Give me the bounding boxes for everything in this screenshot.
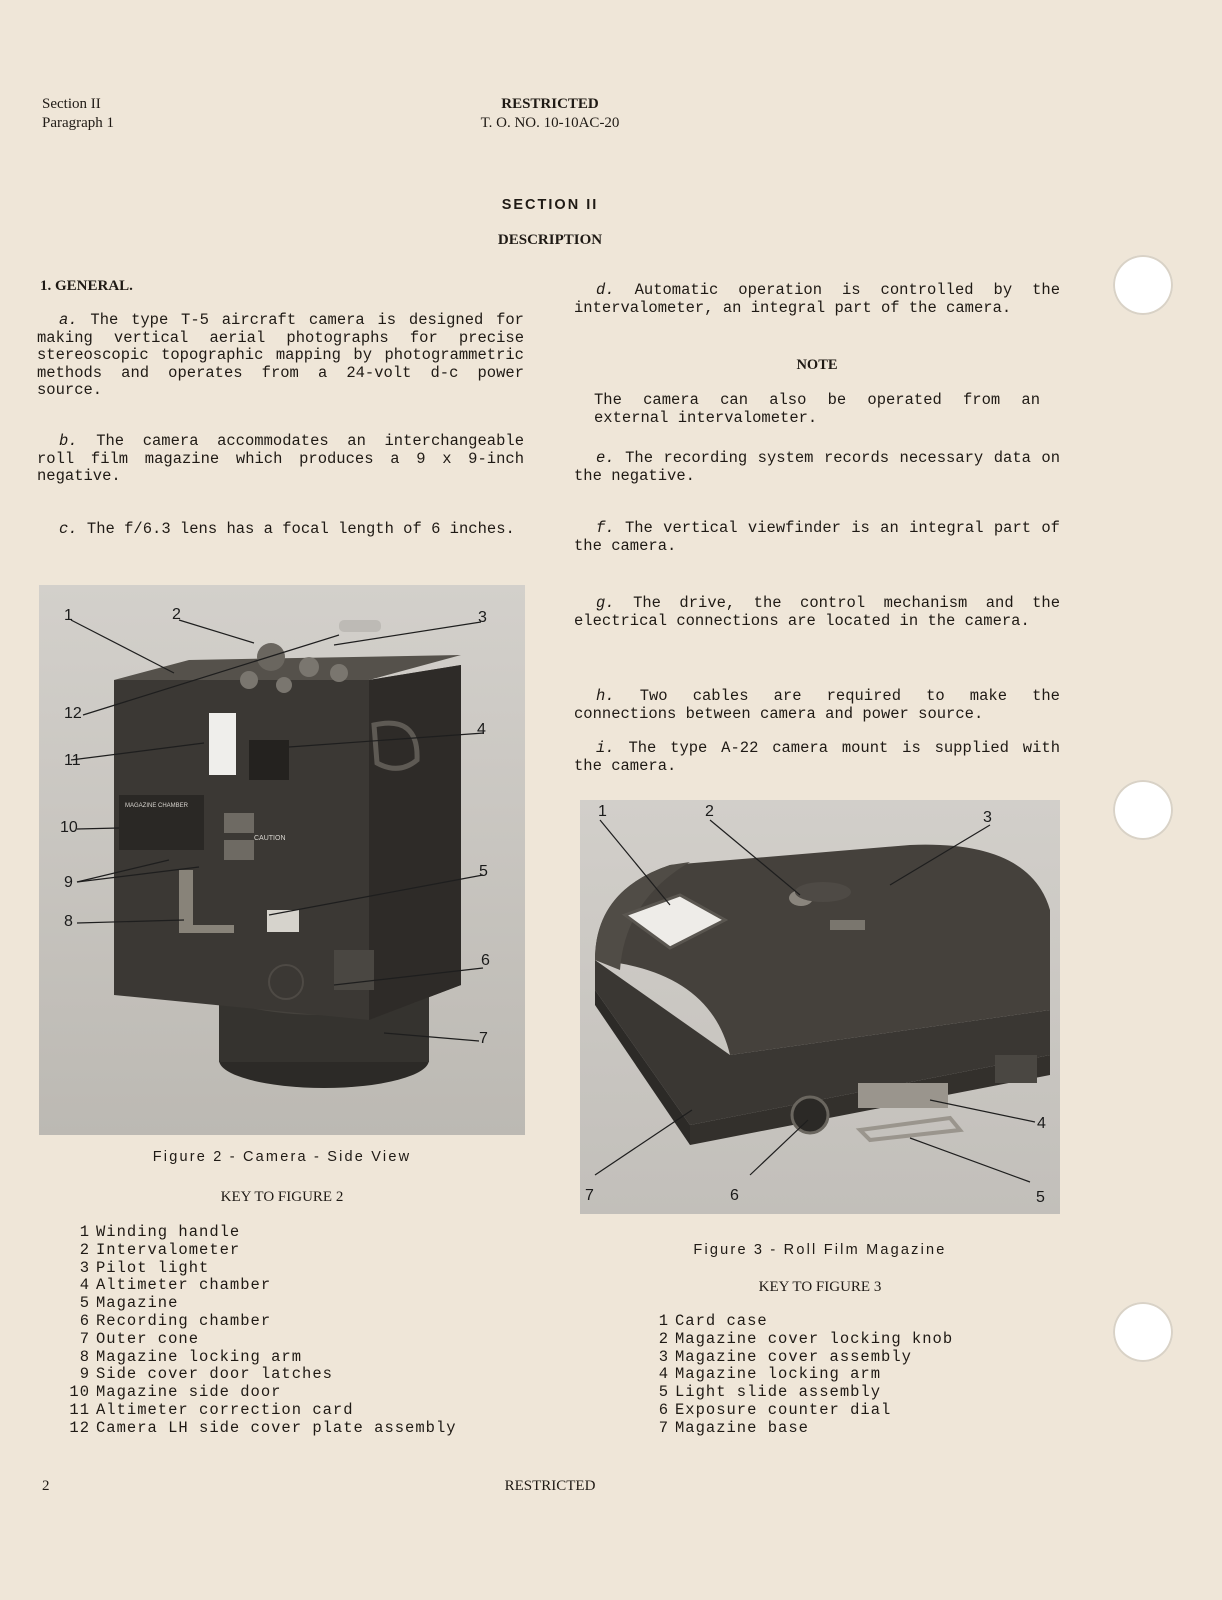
paragraph-d-text: Automatic operation is controlled by the intervalometer, an integral part of the camera. [574, 281, 1061, 317]
paragraph-f-label: f. [596, 519, 615, 537]
figure-2-key-item: 5 Magazine [79, 1294, 179, 1313]
paragraph-d-label: d. [596, 281, 615, 299]
binder-hole-bottom [1113, 1302, 1173, 1362]
figure-2-key-item: 6 Recording chamber [79, 1311, 272, 1330]
figure-3-key-item: 5 Light slide assembly [658, 1383, 882, 1402]
figure-3-key-item: 7 Magazine base [658, 1418, 809, 1437]
figure-2-callout: 4 [477, 721, 486, 738]
section-title: DESCRIPTION [497, 232, 603, 248]
figure-3-key-item: 1 Card case [658, 1312, 768, 1330]
figure-2-callout: 11 [64, 752, 81, 769]
footer-classification: RESTRICTED [504, 1478, 596, 1494]
paragraph-h-text: Two cables are required to make the connections between camera and power source. [574, 687, 1060, 723]
paragraph-f-text: The vertical viewfinder is an integral part of the camera. [574, 519, 1060, 555]
header-center [400, 95, 700, 133]
figure-2-callout: 10 [60, 819, 78, 836]
header-tech-order: T. O. NO. 10-10AC-20 [480, 115, 620, 131]
paragraph-c-text: The f/6.3 lens has a focal length of 6 inches. [86, 520, 515, 538]
note-text: The camera can also be operated from an external intervalometer. [594, 391, 1040, 427]
figure-2-callout: 5 [479, 863, 488, 880]
paragraph-e-label: e. [596, 449, 615, 467]
figure-3-key-item: 2 Magazine cover locking knob [658, 1329, 954, 1348]
figure-3-callout: 7 [585, 1187, 594, 1204]
general-heading: 1. GENERAL. [40, 278, 133, 294]
figure-3-callout: 6 [730, 1187, 739, 1204]
page-number: 2 [42, 1478, 50, 1494]
paragraph-f [574, 520, 1060, 555]
paragraph-d [574, 282, 1060, 317]
figure-2-caution-label: CAUTION [254, 835, 286, 842]
header-paragraph: Paragraph 1 [42, 115, 115, 131]
figure-2-callout: 2 [172, 606, 181, 623]
figure-3-key-title: KEY TO FIGURE 3 [758, 1279, 882, 1295]
figure-2-key-title: KEY TO FIGURE 2 [220, 1189, 344, 1205]
figure-2-key-item: 3 Pilot light [79, 1258, 210, 1277]
figure-2-key-item: 8 Magazine locking arm [79, 1347, 303, 1366]
figure-2-callout: 12 [64, 705, 82, 722]
note-heading: NOTE [796, 357, 838, 373]
figure-2-callout: 7 [479, 1030, 488, 1047]
paragraph-b [37, 433, 524, 486]
paragraph-b-label: b. [59, 432, 78, 450]
paragraph-h-label: h. [596, 687, 615, 705]
figure-2-key-item: 7 Outer cone [79, 1329, 200, 1348]
figure-2-illustration [39, 585, 525, 1135]
paragraph-c-label: c. [59, 520, 78, 538]
section-number: SECTION II [501, 197, 599, 213]
figure-2-key-item: 10 Magazine side door [69, 1383, 282, 1402]
figure-2-key-item: 2 Intervalometer [79, 1240, 241, 1259]
figure-3-callout: 1 [598, 803, 607, 820]
figure-3-callout: 4 [1037, 1115, 1046, 1132]
figure-2-key-item: 11 Altimeter correction card [69, 1400, 354, 1419]
figure-3-callout: 5 [1036, 1189, 1045, 1206]
figure-2-callout: 3 [478, 609, 487, 626]
figure-3-illustration [580, 800, 1060, 1214]
figure-2-key-item: 9 Side cover door latches [79, 1365, 333, 1384]
figure-2-key-item: 1 Winding handle [79, 1223, 241, 1241]
paragraph-e [574, 450, 1060, 485]
paragraph-g-text: The drive, the control mechanism and the electrical connections are located in the camera. [574, 594, 1060, 630]
figure-3-photo [580, 800, 1060, 1214]
figure-2-callout: 1 [64, 607, 73, 624]
figure-3-caption: Figure 3 - Roll Film Magazine [693, 1242, 947, 1258]
figure-3-callout: 2 [705, 803, 714, 820]
header-classification: RESTRICTED [501, 96, 599, 112]
header-left [42, 95, 114, 133]
paragraph-g-label: g. [596, 594, 615, 612]
figure-2-key-list [68, 1224, 528, 1438]
paragraph-c [37, 521, 524, 539]
figure-3-key-item: 6 Exposure counter dial [658, 1400, 892, 1419]
paragraph-i [574, 740, 1060, 775]
header-section: Section II [42, 96, 101, 112]
figure-2-photo [39, 585, 525, 1135]
figure-2-callout: 8 [64, 913, 73, 930]
figure-3-key-item: 3 Magazine cover assembly [658, 1347, 912, 1366]
figure-2-callout: 9 [64, 874, 73, 891]
paragraph-a-text: The type T-5 aircraft camera is designed for making vertical aerial photographs for precise stereoscopic topographic mapping by photogrammetric methods and operates from a 24-volt d-c power source. [37, 311, 524, 399]
figure-2-caption: Figure 2 - Camera - Side View [152, 1149, 412, 1165]
figure-2-key-item: 12 Camera LH side cover plate assembly [69, 1418, 457, 1437]
paragraph-h [574, 688, 1060, 723]
figure-3-callout: 3 [983, 809, 992, 826]
figure-3-key-list [647, 1313, 1067, 1438]
paragraph-b-text: The camera accommodates an interchangeable roll film magazine which produces a 9 x 9-inch negative. [37, 432, 524, 485]
paragraph-e-text: The recording system records necessary data on the negative. [574, 449, 1060, 485]
paragraph-i-text: The type A-22 camera mount is supplied with the camera. [574, 739, 1060, 775]
figure-2-callout: 6 [481, 952, 490, 969]
figure-3-key-item: 4 Magazine locking arm [658, 1365, 882, 1384]
figure-2-plate-label: MAGAZINE CHAMBER [125, 803, 189, 809]
figure-2-key-item: 4 Altimeter chamber [79, 1276, 272, 1295]
binder-hole-top [1113, 255, 1173, 315]
paragraph-a [37, 312, 524, 400]
paragraph-a-label: a. [59, 311, 78, 329]
paragraph-g [574, 595, 1060, 630]
binder-hole-middle [1113, 780, 1173, 840]
paragraph-i-label: i. [596, 739, 615, 757]
